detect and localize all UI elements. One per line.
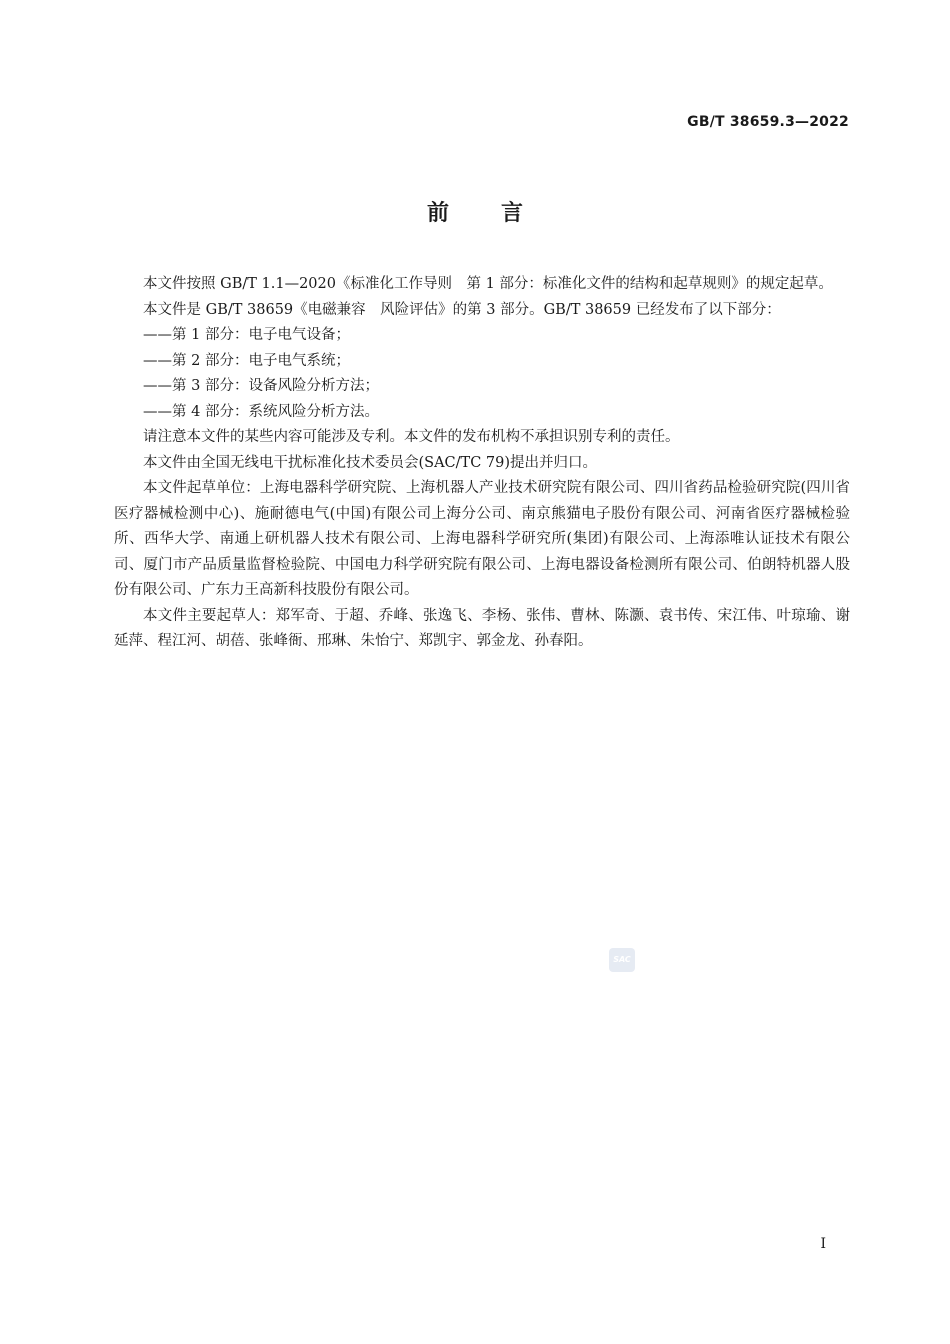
standard-number: GB/T 38659.3—2022 [687,114,849,130]
paragraph-drafters: 本文件主要起草人：郑军奇、于超、乔峰、张逸飞、李杨、张伟、曹林、陈灏、袁书传、宋江伟、叶琼瑜、谢延萍、程江河、胡蓓、张峰衙、邢琳、朱怡宁、郑凯宇、郭金龙、孙春阳。 [114,607,850,649]
foreword-body [114,272,850,655]
list-item-part-4: ——第 4 部分：系统风险分析方法。 [143,403,379,420]
page-number: I [820,1236,826,1252]
title-char-1: 前 [426,201,449,226]
list-item-part-3: ——第 3 部分：设备风险分析方法； [143,378,379,394]
list-item-part-1: ——第 1 部分：电子电气设备； [143,327,350,343]
paragraph-proposer: 本文件由全国无线电干扰标准化技术委员会(SAC/TC 79)提出并归口。 [143,454,598,471]
title-char-2: 言 [501,201,524,226]
sac-watermark-logo: SAC [609,948,635,972]
paragraph-drafting-units: 本文件起草单位：上海电器科学研究院、上海机器人产业技术研究院有限公司、四川省药品检验研究院(四川省医疗器械检测中心)、施耐德电气(中国)有限公司上海分公司、南京熊猫电子股份有限公司、河南省医疗器械检验所、西华大学、南通上研机器人技术有限公司、上海电器科学研究所(集团)有限公司、上海添唯认证技术有限公司、厦门市产品质量监督检验院、中国电力科学研究院有限公司、上海电器设备检测所有限公司、伯朗特机器人股份有限公司、广东力王高新科技股份有限公司。 [114,480,850,598]
paragraph-drafting-rules: 本文件按照 GB/T 1.1—2020《标准化工作导则 第 1 部分：标准化文件的结构和起草规则》的规定起草。 [143,276,833,292]
paragraph-patent-notice: 请注意本文件的某些内容可能涉及专利。本文件的发布机构不承担识别专利的责任。 [143,429,680,445]
list-item-part-2: ——第 2 部分：电子电气系统； [143,352,350,369]
paragraph-series-intro: 本文件是 GB/T 38659《电磁兼容 风险评估》的第 3 部分。GB/T 38659 已经发布了以下部分： [143,301,781,318]
page-title [0,196,950,227]
